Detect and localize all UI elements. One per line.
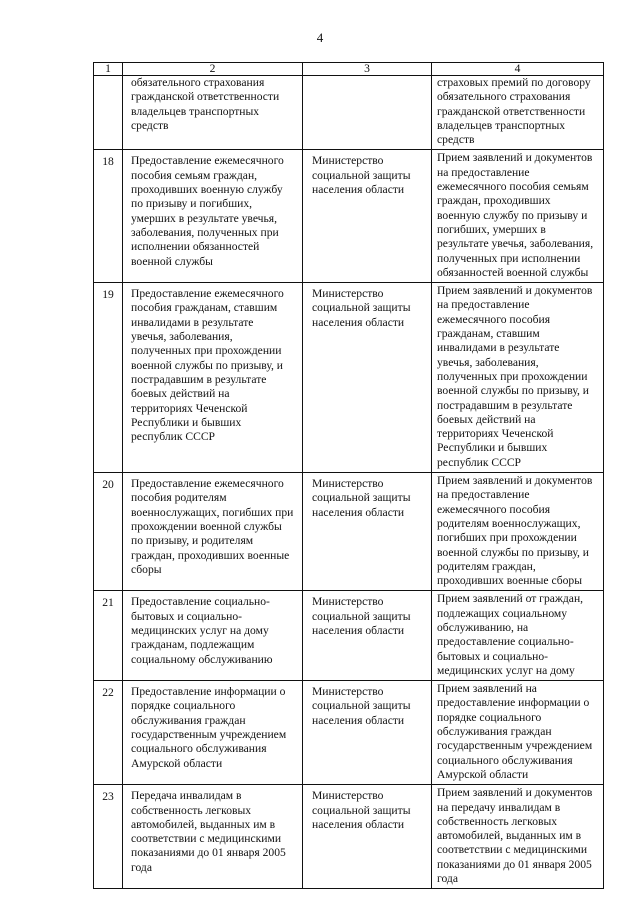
service-name: Предоставление ежемесячного пособия гражданам, ставшим инвалидами в результате увечья, заболевания, полученных при прохождении военной службы по призыву, и пострадавшим в результате боевых действий на территориях Чеченской Республики и бывших республик СССР [123,283,303,473]
table-row [94,681,604,785]
action-description: страховых премий по договору обязательного страхования гражданской ответственности владельцев транспортных средств [432,76,604,150]
service-name: Предоставление информации о порядке социального обслуживания граждан государственным учреждением социального обслуживания Амурской области [123,681,303,785]
service-name: Предоставление социально- бытовых и социально- медицинских услуг на дому гражданам, подлежащим социальному обслуживанию [123,591,303,681]
table-row [94,473,604,591]
action-description: Прием заявлений от граждан, подлежащих социальному обслуживанию, на предоставление социально- бытовых и социально- медицинских услуг на дому [432,591,604,681]
table-row [94,591,604,681]
row-number: 21 [94,591,123,681]
table-row [94,283,604,473]
table-header-row [94,63,604,76]
service-name: Предоставление ежемесячного пособия родителям военнослужащих, погибших при прохождении военной службы по призыву, и родителям граждан, проходивших военные сборы [123,473,303,591]
authority-name: Министерство социальной защиты населения области [303,591,432,681]
row-number: 18 [94,150,123,283]
table-row [94,76,604,150]
service-name: Предоставление ежемесячного пособия семьям граждан, проходивших военную службу по призыву и погибших, умерших в результате увечья, заболевания, полученных при исполнении обязанностей военной службы [123,150,303,283]
action-description: Прием заявлений и документов на предоставление ежемесячного пособия семьям граждан, проходивших военную службу по призыву и погибших, умерших в результате увечья, заболевания, полученных при исполнении обязанностей военной службы [432,150,604,283]
row-number: 20 [94,473,123,591]
page-number: 4 [316,30,324,45]
authority-name: Министерство социальной защиты населения области [303,150,432,283]
header-cell-1: 1 [94,63,123,76]
action-description: Прием заявлений и документов на предоставление ежемесячного пособия родителям военнослужащих, погибших при прохождении военной службы по призыву, и родителям граждан, проходивших военные сборы [432,473,604,591]
row-number [94,76,123,150]
authority-name: Министерство социальной защиты населения области [303,785,432,889]
header-cell-3: 3 [303,63,432,76]
row-number: 23 [94,785,123,889]
authority-name [303,76,432,150]
action-description: Прием заявлений и документов на передачу инвалидам в собственность легковых автомобилей, выданных им в соответствии с медицинскими показаниями до 01 января 2005 года [432,785,604,889]
services-table [93,62,604,889]
action-description: Прием заявлений и документов на предоставление ежемесячного пособия гражданам, ставшим инвалидами в результате увечья, заболевания, полученных при прохождении военной службы по призыву, и пострадавшим в результате боевых действий на территориях Чеченской Республики и бывших республик СССР [432,283,604,473]
header-cell-2: 2 [123,63,303,76]
table-row [94,150,604,283]
authority-name: Министерство социальной защиты населения области [303,681,432,785]
header-cell-4: 4 [432,63,604,76]
authority-name: Министерство социальной защиты населения области [303,283,432,473]
table-row [94,785,604,889]
action-description: Прием заявлений на предоставление информации о порядке социального обслуживания граждан государственным учреждением социального обслуживания Амурской области [432,681,604,785]
row-number: 22 [94,681,123,785]
authority-name: Министерство социальной защиты населения области [303,473,432,591]
row-number: 19 [94,283,123,473]
service-name: обязательного страхования гражданской ответственности владельцев транспортных средств [123,76,303,150]
service-name: Передача инвалидам в собственность легковых автомобилей, выданных им в соответствии с медицинскими показаниями до 01 января 2005 года [123,785,303,889]
